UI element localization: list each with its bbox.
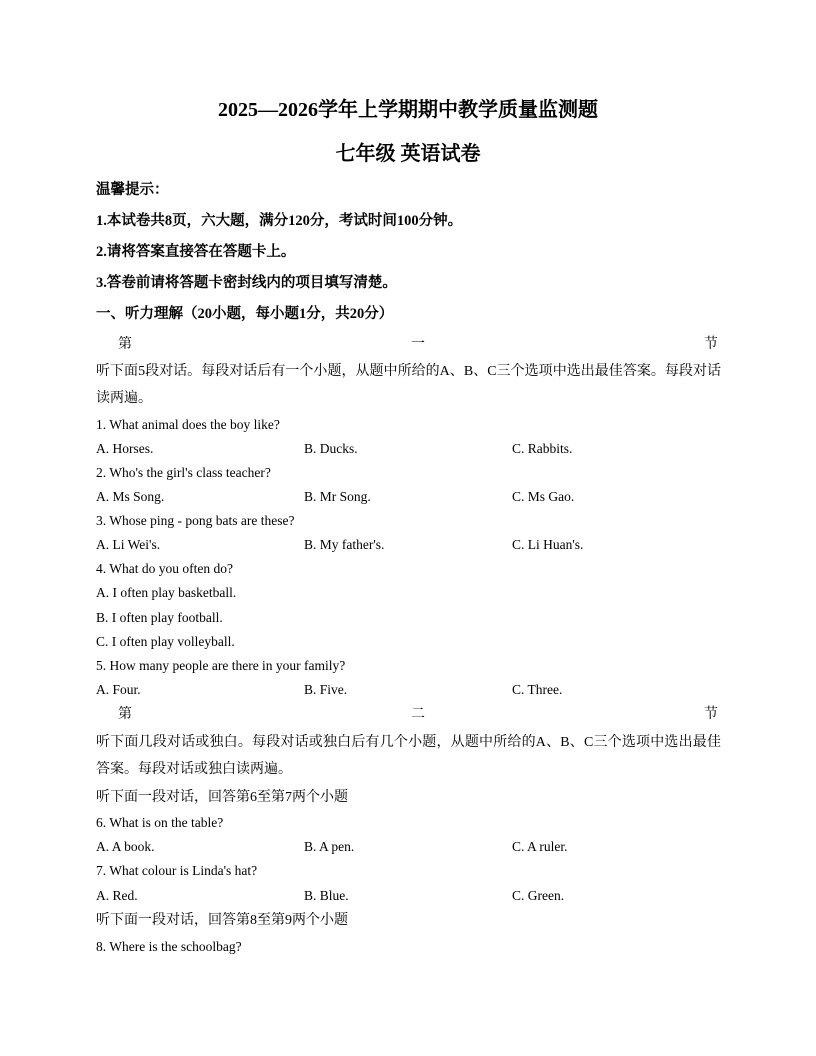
- option-c: C. Green.: [512, 888, 565, 903]
- tips-heading: 温馨提示：: [96, 182, 169, 198]
- option-b: B. Blue.: [304, 888, 349, 903]
- question-4-option-c: C. I often play volleyball.: [96, 634, 235, 649]
- dialog-intro-6-7: 听下面一段对话，回答第6至第7两个小题: [96, 790, 348, 805]
- exam-title: 2025—2026学年上学期期中教学质量监测题: [218, 99, 598, 121]
- question-1-options: [96, 440, 736, 458]
- tip-item-3: 3.答卷前请将答题卡密封线内的项目填写清楚。: [96, 275, 397, 291]
- question-4-option-a: A. I often play basketball.: [96, 585, 237, 600]
- option-c: C. Ms Gao.: [512, 489, 575, 504]
- part1-label-num: 一: [411, 337, 425, 352]
- option-b: B. Ducks.: [304, 441, 358, 456]
- exam-subtitle: 七年级 英语试卷: [335, 143, 481, 165]
- option-c: C. A ruler.: [512, 839, 568, 854]
- question-5: 5. How many people are there in your family?: [96, 658, 346, 673]
- question-1: 1. What animal does the boy like?: [96, 417, 280, 432]
- question-4: 4. What do you often do?: [96, 561, 233, 576]
- question-5-options: [96, 681, 736, 699]
- question-3: 3. Whose ping - pong bats are these?: [96, 513, 295, 528]
- dialog-intro-8-9: 听下面一段对话，回答第8至第9两个小题: [96, 913, 348, 928]
- question-6: 6. What is on the table?: [96, 815, 224, 830]
- option-c: C. Three.: [512, 682, 563, 697]
- part1-instructions: 听下面5段对话。每段对话后有一个小题，从题中所给的A、B、C三个选项中选出最佳答案。每段对话读两遍。: [96, 364, 721, 406]
- question-3-options: [96, 536, 736, 554]
- option-c: C. Rabbits.: [512, 441, 573, 456]
- option-a: A. A book.: [96, 839, 155, 854]
- option-a: A. Ms Song.: [96, 489, 165, 504]
- option-c: C. Li Huan's.: [512, 537, 584, 552]
- question-2-options: [96, 488, 736, 506]
- question-6-options: [96, 838, 736, 856]
- part2-label-jie: 节: [704, 707, 718, 722]
- tip-item-2: 2.请将答案直接答在答题卡上。: [96, 244, 296, 260]
- option-b: B. A pen.: [304, 839, 355, 854]
- part1-label: [118, 336, 718, 354]
- question-2: 2. Who's the girl's class teacher?: [96, 465, 271, 480]
- part2-label-di: 第: [118, 707, 132, 722]
- question-8: 8. Where is the schoolbag?: [96, 939, 242, 954]
- option-a: A. Four.: [96, 682, 141, 697]
- option-a: A. Li Wei's.: [96, 537, 161, 552]
- part1-label-jie: 节: [704, 337, 718, 352]
- section-heading: 一、听力理解（20小题，每小题1分，共20分）: [96, 306, 394, 322]
- question-4-option-b: B. I often play football.: [96, 610, 223, 625]
- option-b: B. My father's.: [304, 537, 385, 552]
- part2-instructions: 听下面几段对话或独白。每段对话或独白后有几个小题，从题中所给的A、B、C三个选项中选出最佳答案。每段对话或独白读两遍。: [96, 735, 721, 777]
- question-7-options: [96, 887, 736, 905]
- option-b: B. Five.: [304, 682, 348, 697]
- part1-label-di: 第: [118, 337, 132, 352]
- option-b: B. Mr Song.: [304, 489, 371, 504]
- option-a: A. Horses.: [96, 441, 154, 456]
- tip-item-1: 1.本试卷共8页，六大题，满分120分，考试时间100分钟。: [96, 213, 463, 229]
- option-a: A. Red.: [96, 888, 138, 903]
- part2-label: [118, 706, 718, 724]
- part2-label-num: 二: [411, 707, 425, 722]
- question-7: 7. What colour is Linda's hat?: [96, 863, 258, 878]
